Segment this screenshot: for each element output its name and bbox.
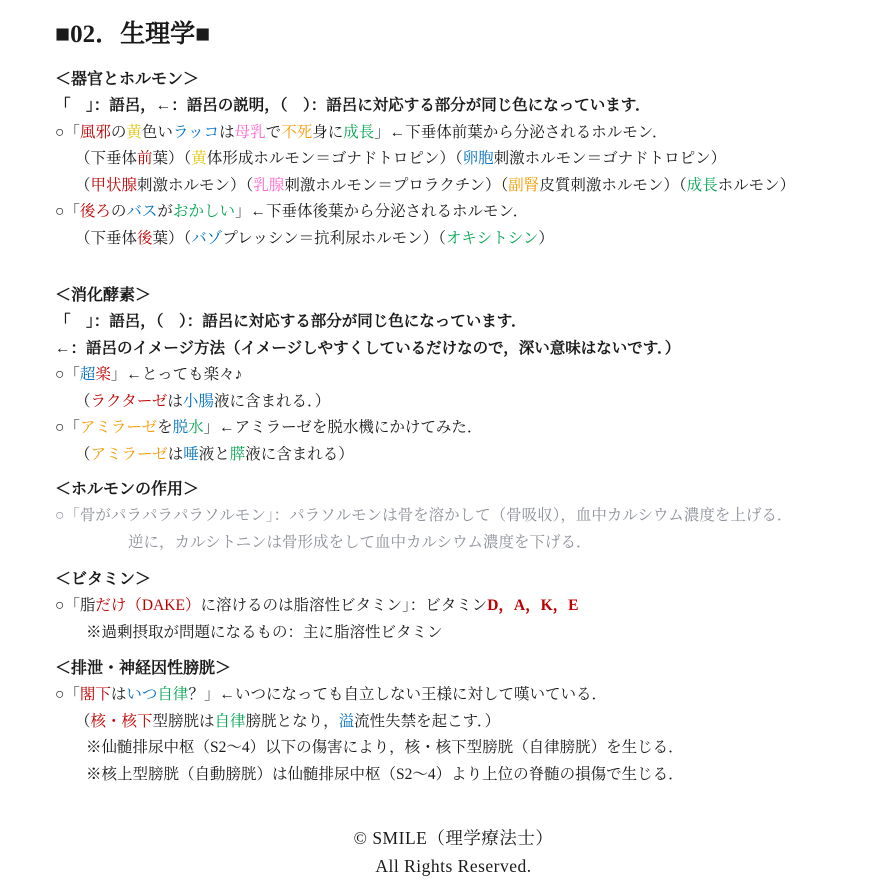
colored-text: 膵	[229, 445, 246, 463]
plain-text: は	[219, 123, 235, 141]
section-heading: ＜消化酵素＞	[55, 287, 152, 304]
plain-text: ○「	[55, 366, 80, 383]
plain-text: 体形成ホルモン＝ゴナドトロピン）（	[206, 150, 463, 167]
plain-text: 液に含まれる．）	[213, 392, 331, 410]
colored-text: 母乳	[234, 123, 266, 141]
section-2	[55, 476, 852, 556]
colored-text: バゾ	[191, 229, 223, 247]
plain-text: ホルモン）	[717, 176, 796, 194]
goro-line	[55, 120, 852, 147]
note-line	[86, 620, 852, 647]
answer-line	[75, 226, 852, 253]
note-line	[86, 735, 852, 762]
plain-text: は	[110, 686, 127, 703]
plain-text: （	[75, 712, 91, 730]
section-3	[55, 566, 852, 646]
plain-text: ←：語呂のイメージ方法（イメージしやすくしているだけなので，深い意味はないです．）	[55, 339, 681, 357]
plain-text: 刺激ホルモン＝プロラクチン）（	[284, 176, 509, 194]
plain-text: の	[110, 203, 127, 220]
colored-text: 溢	[338, 712, 355, 730]
colored-text: 前	[137, 150, 153, 167]
colored-text: オキシトシン	[445, 229, 539, 247]
section-0	[55, 66, 852, 252]
plain-text: ○「脂	[55, 597, 96, 614]
colored-text: 乳腺	[253, 176, 285, 194]
plain-text: プレッシン＝抗利尿ホルモン）（	[222, 229, 446, 247]
page-footer	[55, 824, 852, 880]
plain-text: 液と	[198, 445, 230, 463]
colored-text: おかしい	[172, 203, 235, 220]
plain-text: ）	[538, 229, 554, 247]
colored-text: 副腎	[508, 176, 540, 194]
colored-text: D，A，K，E	[487, 597, 579, 614]
colored-text: 成長	[343, 123, 375, 141]
plain-text: （下垂体	[75, 150, 138, 167]
answer-line	[75, 389, 852, 416]
colored-text: アミラーゼ	[90, 445, 168, 463]
plain-text: ○「	[55, 123, 80, 141]
colored-text: 唾	[183, 445, 199, 463]
goro-line	[55, 415, 852, 442]
plain-text: 「 」：語呂，←：語呂の説明，（ ）：語呂に対応する部分が同じ色になっています．	[55, 97, 651, 114]
colored-text: ラッコ	[172, 123, 220, 141]
plain-text: ？」←いつになっても自立しない王様に対して嘆いている．	[188, 686, 607, 703]
section-heading: ＜排泄・神経因性膀胱＞	[55, 660, 232, 677]
colored-text: ラクターゼ	[90, 392, 168, 410]
colored-text: 逆に，カルシトニンは骨形成をして血中カルシウム濃度を下げる．	[128, 533, 592, 551]
plain-text: 」←アミラーゼを脱水機にかけてみた．	[203, 419, 483, 436]
colored-text: 水	[188, 419, 204, 436]
plain-text: ※過剰摂取が問題になるもの：主に脂溶性ビタミン	[86, 623, 443, 641]
plain-text: 」←下垂体後葉から分泌されるホルモン．	[234, 203, 529, 220]
section-heading: ＜器官とホルモン＞	[55, 71, 200, 88]
plain-text: 身に	[312, 123, 344, 141]
plain-text: を	[157, 419, 173, 436]
plain-text: 色い	[141, 123, 173, 141]
plain-text: 」←とっても楽々♪	[110, 366, 243, 383]
plain-text: 」←下垂体前葉から分泌されるホルモン．	[374, 123, 668, 141]
section-heading: ＜ビタミン＞	[55, 571, 152, 588]
colored-text: だけ（DAKE）	[95, 597, 201, 614]
colored-text: 後ろ	[79, 203, 111, 220]
colored-text: 核・核下	[90, 712, 153, 730]
goro-line	[55, 593, 852, 620]
plain-text: （	[75, 445, 91, 463]
section-4	[55, 655, 852, 788]
plain-text: ※仙髄排尿中枢（S2～4）以下の傷害により，核・核下型膀胱（自律膀胱）を生じる．	[86, 739, 684, 756]
note-line	[86, 762, 852, 789]
colored-text: 甲状腺	[90, 176, 138, 194]
plain-text: で	[265, 123, 282, 141]
plain-text: （下垂体	[75, 229, 138, 247]
plain-text: 流性失禁を起こす．）	[354, 712, 501, 730]
plain-text: ○「	[55, 419, 80, 436]
plain-text: 葉）（	[152, 229, 192, 247]
colored-text: 小腸	[182, 392, 214, 410]
colored-text: 黄	[191, 150, 207, 167]
plain-text: 皮質刺激ホルモン）（	[539, 176, 687, 194]
colored-text: 脱	[172, 419, 189, 436]
plain-text: （	[75, 176, 91, 194]
section-heading: ＜ホルモンの作用＞	[55, 481, 200, 498]
plain-text: 型膀胱は	[152, 712, 215, 730]
plain-text: ○「	[55, 686, 80, 703]
copyright-line: © SMILE（理学療法士）	[353, 828, 554, 848]
plain-text: に溶けるのは脂溶性ビタミン」：ビタミン	[200, 597, 488, 614]
plain-text: 刺激ホルモン）（	[137, 176, 254, 194]
legend-line	[55, 309, 852, 336]
colored-text: 成長	[686, 176, 718, 194]
answer-line	[75, 173, 852, 200]
goro-line	[55, 199, 852, 226]
answer-line	[75, 442, 852, 469]
plain-text: 刺激ホルモン＝ゴナドトロピン）	[493, 150, 727, 167]
sections	[55, 66, 852, 788]
plain-text: が	[157, 203, 173, 220]
colored-text: 黄	[126, 123, 142, 141]
plain-text: （	[75, 392, 91, 410]
colored-text: 後	[137, 229, 153, 247]
goro-line	[55, 503, 852, 530]
plain-text: ※核上型膀胱（自動膀胱）は仙髄排尿中枢（S2～4）より上位の脊髄の損傷で生じる．	[86, 765, 684, 783]
legend-line	[55, 93, 852, 120]
section-1	[55, 282, 852, 468]
colored-text: アミラーゼ	[79, 419, 158, 436]
colored-text: 風邪	[79, 123, 111, 141]
answer-line	[75, 146, 852, 173]
plain-text: は	[167, 445, 184, 463]
plain-text: の	[110, 123, 127, 141]
plain-text: 「 」：語呂，（ ）：語呂に対応する部分が同じ色になっています．	[55, 313, 527, 330]
rights-line: All Rights Reserved.	[375, 856, 532, 876]
plain-text: 葉）（	[152, 150, 192, 167]
goro-line	[55, 362, 852, 389]
colored-text: 不死	[281, 123, 313, 141]
note-line	[128, 530, 852, 557]
answer-line	[75, 709, 852, 736]
colored-text: 超	[79, 366, 96, 383]
colored-text: 自律	[214, 712, 246, 730]
colored-text: バス	[126, 203, 158, 220]
colored-text: 自律	[157, 686, 189, 703]
plain-text: 膀胱となり，	[245, 712, 339, 730]
legend-line	[55, 336, 852, 363]
plain-text: 液に含まれる）	[245, 445, 354, 463]
colored-text: 閣下	[79, 686, 111, 703]
plain-text: は	[167, 392, 183, 410]
colored-text: ○「骨がパラパラパラソルモン」：パラソルモンは骨を溶かして（骨吸収），血中カルシウム濃度を上げる．	[55, 507, 793, 524]
colored-text: 楽	[95, 366, 111, 383]
page-title: ■02．生理学■	[55, 21, 211, 48]
colored-text: いつ	[126, 686, 158, 703]
colored-text: 卵胞	[462, 150, 494, 167]
goro-line	[55, 682, 852, 709]
plain-text: ○「	[55, 203, 80, 220]
